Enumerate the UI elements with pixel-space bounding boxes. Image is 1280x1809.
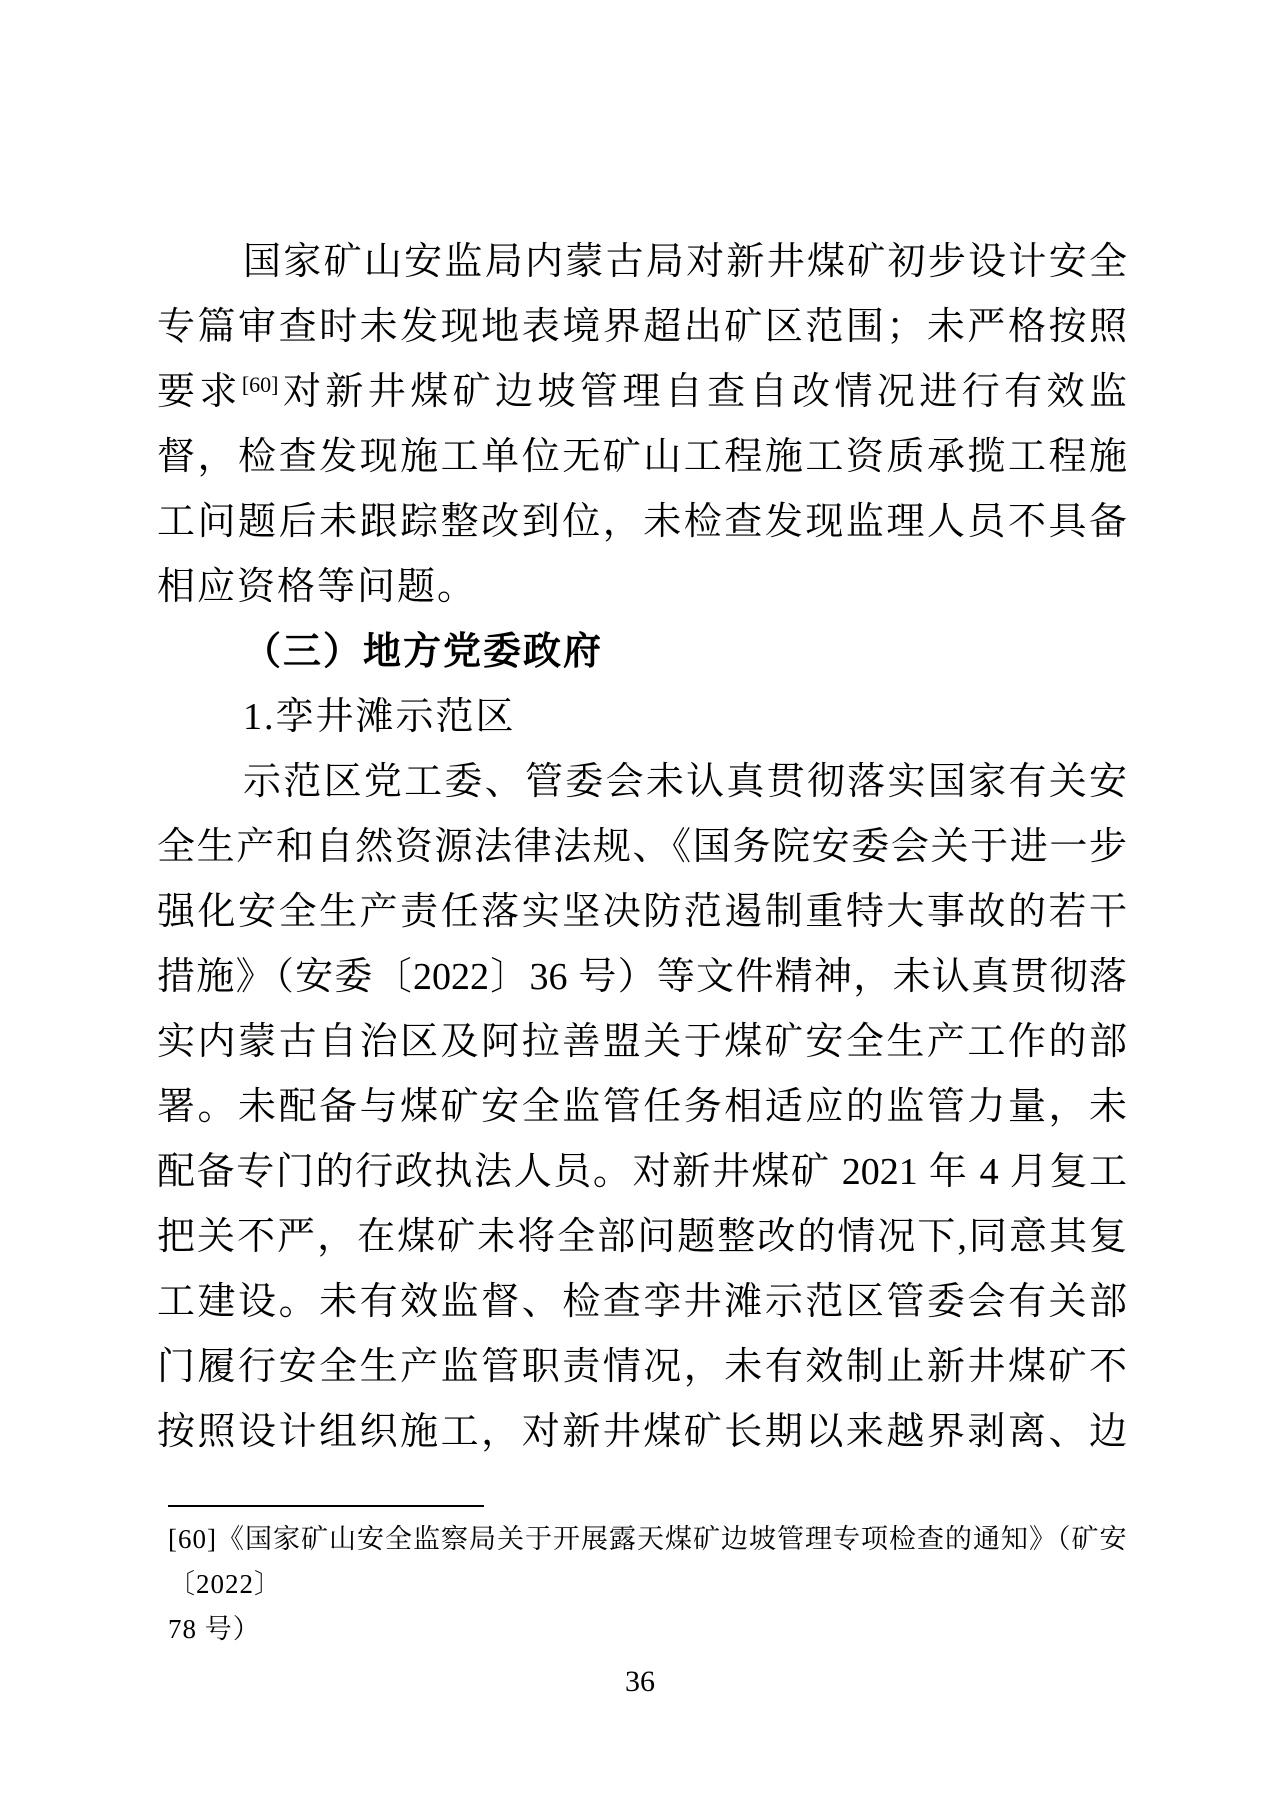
footnote-ref-60: [60] (241, 372, 279, 397)
footnote-separator (168, 1505, 484, 1507)
body-line: 工问题后未跟踪整改到位，未检查发现监理人员不具备 (157, 501, 1127, 543)
body-line: 强化安全生产责任落实坚决防范遏制重特大事故的若干 (157, 891, 1127, 933)
body-text-block (157, 230, 1127, 1465)
section-heading: （三）地方党委政府 (243, 631, 604, 673)
body-line: 相应资格等问题。 (157, 566, 478, 608)
body-line: 把关不严，在煤矿未将全部问题整改的情况下,同意其复 (157, 1216, 1127, 1258)
body-line: 工建设。未有效监督、检查孪井滩示范区管委会有关部 (157, 1281, 1127, 1323)
footnote-text-line: 78 号） (168, 1614, 261, 1644)
body-line: 措施》（安委〔2022〕36 号）等文件精神，未认真贯彻落 (157, 956, 1127, 998)
body-line: 全生产和自然资源法律法规、《国务院安委会关于进一步 (157, 826, 1127, 868)
footnote-text-line (168, 1517, 1138, 1607)
body-line: 国家矿山安监局内蒙古局对新井煤矿初步设计安全 (243, 241, 1127, 283)
body-line (157, 360, 1127, 425)
body-line: 按照设计组织施工，对新井煤矿长期以来越界剥离、边 (157, 1411, 1127, 1453)
footnote-text: 《国家矿山安全监察局关于开展露天煤矿边坡管理专项检查的通知》（矿安〔2022〕 (168, 1524, 1128, 1599)
body-line: 署。未配备与煤矿安全监管任务相适应的监管力量，未 (157, 1086, 1127, 1128)
footnote-marker: [60] (168, 1524, 217, 1554)
body-line: 门履行安全生产监管职责情况，未有效制止新井煤矿不 (157, 1346, 1127, 1388)
body-line: 督，检查发现施工单位无矿山工程施工资质承揽工程施 (157, 436, 1127, 478)
page-number: 36 (625, 1665, 655, 1698)
body-line: 专篇审查时未发现地表境界超出矿区范围；未严格按照 (157, 306, 1127, 348)
body-line-text: 对新井煤矿边坡管理自查自改情况进行有效监 (278, 371, 1127, 413)
body-line: 示范区党工委、管委会未认真贯彻落实国家有关安 (243, 761, 1127, 803)
footnote-block (168, 1505, 1138, 1652)
body-line: 配备专门的行政执法人员。对新井煤矿 2021 年 4 月复工 (157, 1151, 1127, 1193)
subsection-heading: 1.孪井滩示范区 (243, 696, 516, 738)
body-line-text: 要求 (157, 371, 242, 413)
body-line: 实内蒙古自治区及阿拉善盟关于煤矿安全生产工作的部 (157, 1021, 1127, 1063)
